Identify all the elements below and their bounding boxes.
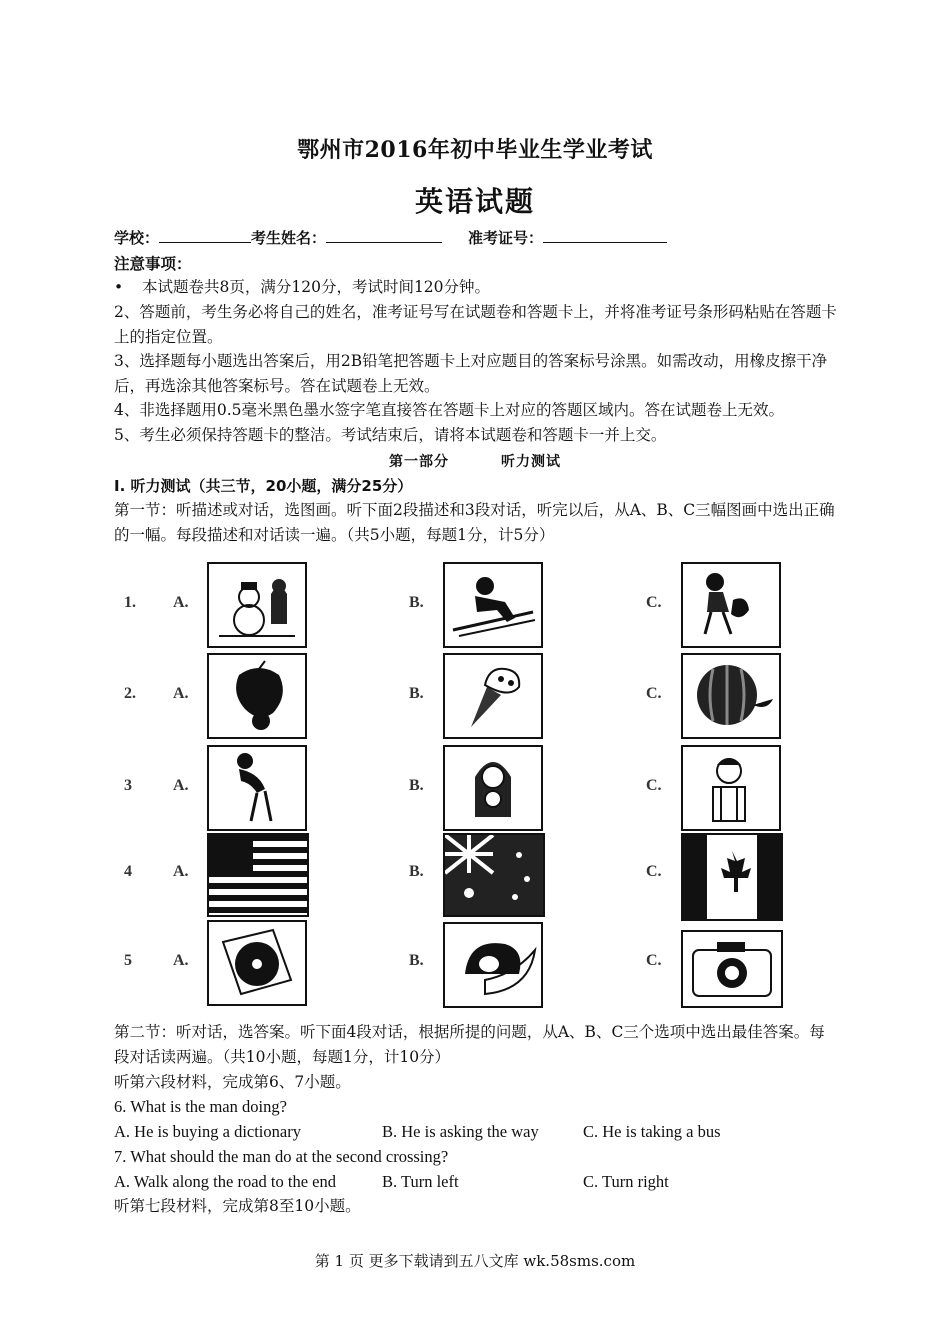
notice-item-5: 5、考生必须保持答题卡的整洁。考试结束后，请将本试题卷和答题卡一并上交。 — [114, 426, 667, 444]
option-label: B. — [409, 777, 424, 794]
question-6: 6. What is the man doing? — [114, 1097, 287, 1116]
intro-6-7: 听第六段材料，完成第6、7小题。 — [114, 1073, 351, 1091]
q6-option-a[interactable]: A. He is buying a dictionary — [114, 1122, 301, 1141]
option-label: A. — [173, 863, 189, 880]
option-label: A. — [173, 594, 189, 611]
ice-cream-picture[interactable] — [443, 653, 543, 739]
question-number: 3 — [124, 777, 132, 794]
picture-question-4 — [0, 833, 950, 918]
section-title: Ⅰ. 听力测试（共三节，20小题，满分25分） — [114, 477, 413, 495]
option-label: C. — [646, 863, 662, 880]
option-label: C. — [646, 952, 662, 969]
school-label: 学校： — [114, 229, 160, 247]
option-label: C. — [646, 777, 662, 794]
australia-flag-picture[interactable] — [443, 833, 545, 917]
skater-picture[interactable] — [681, 562, 781, 648]
option-label: C. — [646, 685, 662, 702]
girl-with-glass-picture[interactable] — [443, 745, 543, 831]
question-7: 7. What should the man do at the second crossing? — [114, 1147, 449, 1166]
q6-option-c[interactable]: C. He is taking a bus — [583, 1122, 721, 1141]
part-name: 听力测试 — [501, 454, 561, 470]
q6-option-b[interactable]: B. He is asking the way — [382, 1122, 539, 1141]
q7-option-c[interactable]: C. Turn right — [583, 1172, 669, 1191]
section2-instructions: 第二节：听对话，选答案。听下面4段对话，根据所提的问题，从A、B、C三个选项中选出最佳答案。每段对话读两遍。（共10小题，每题1分，计10分） — [114, 1023, 825, 1066]
q7-option-a[interactable]: A. Walk along the road to the end — [114, 1172, 336, 1191]
part-heading — [0, 451, 950, 471]
name-blank[interactable] — [326, 226, 442, 243]
notice-item-3: 3、选择题每小题选出答案后，用2B铅笔把答题卡上对应题目的答案标号涂黑。如需改动，用橡皮擦干净后，再选涂其他答案标号。答在试题卷上无效。 — [114, 352, 828, 395]
bending-boy-picture[interactable] — [207, 745, 307, 831]
camera-picture[interactable] — [681, 930, 783, 1008]
section1-instructions: 第一节：听描述或对话，选图画。听下面2段描述和3段对话，听完以后，从A、B、C三幅图画中选出正确的一幅。每段描述和对话读一遍。（共5小题，每题1分，计5分） — [114, 501, 835, 544]
question-number: 5 — [124, 952, 132, 969]
id-label: 准考证号： — [468, 229, 544, 247]
option-label: B. — [409, 863, 424, 880]
option-label: A. — [173, 685, 189, 702]
option-label: B. — [409, 594, 424, 611]
page-footer: 第 1 页 更多下载请到五八文库 wk.58sms.com — [314, 1252, 636, 1270]
cd-picture[interactable] — [207, 920, 307, 1006]
grapes-picture[interactable] — [207, 653, 307, 739]
option-label: A. — [173, 952, 189, 969]
q7-option-b[interactable]: B. Turn left — [382, 1172, 459, 1191]
option-label: C. — [646, 594, 662, 611]
picture-question-1 — [0, 562, 950, 647]
picture-question-5 — [0, 918, 950, 1003]
skier-picture[interactable] — [443, 562, 543, 648]
picture-question-2 — [0, 653, 950, 738]
school-blank[interactable] — [159, 226, 251, 243]
question-number: 2. — [124, 685, 136, 702]
notice-item-2: 2、答题前，考生务必将自己的姓名，准考证号写在试题卷和答题卡上，并将准考证号条形码粘贴在答题卡上的指定位置。 — [114, 303, 837, 346]
id-blank[interactable] — [543, 226, 667, 243]
usa-flag-picture[interactable] — [207, 833, 309, 917]
option-label: A. — [173, 777, 189, 794]
notice-item-4: 4、非选择题用0.5毫米黑色墨水签字笔直接答在答题卡上对应的答题区域内。答在试题卷上无效。 — [114, 401, 785, 419]
part-label: 第一部分 — [389, 454, 449, 470]
watermelon-picture[interactable] — [681, 653, 781, 739]
question-number: 4 — [124, 863, 132, 880]
student-info-row — [114, 226, 667, 248]
option-label: B. — [409, 685, 424, 702]
boy-portrait-picture[interactable] — [681, 745, 781, 831]
intro-8-10: 听第七段材料，完成第8至10小题。 — [114, 1197, 361, 1215]
notice-item-text: 本试题卷共8页，满分120分，考试时间120分钟。 — [142, 278, 491, 296]
snowman-picture[interactable] — [207, 562, 307, 648]
name-label: 考生姓名： — [251, 229, 327, 247]
notice-item-1 — [114, 275, 838, 300]
notice-heading: 注意事项： — [114, 254, 192, 273]
question-number: 1. — [124, 594, 136, 611]
bullet-icon: • — [114, 278, 124, 296]
cap-picture[interactable] — [443, 922, 543, 1008]
exam-subtitle: 英语试题 — [414, 185, 535, 218]
exam-title: 鄂州市2016年初中毕业生学业考试 — [297, 137, 653, 163]
option-label: B. — [409, 952, 424, 969]
picture-question-3 — [0, 745, 950, 830]
canada-flag-picture[interactable] — [681, 833, 783, 921]
